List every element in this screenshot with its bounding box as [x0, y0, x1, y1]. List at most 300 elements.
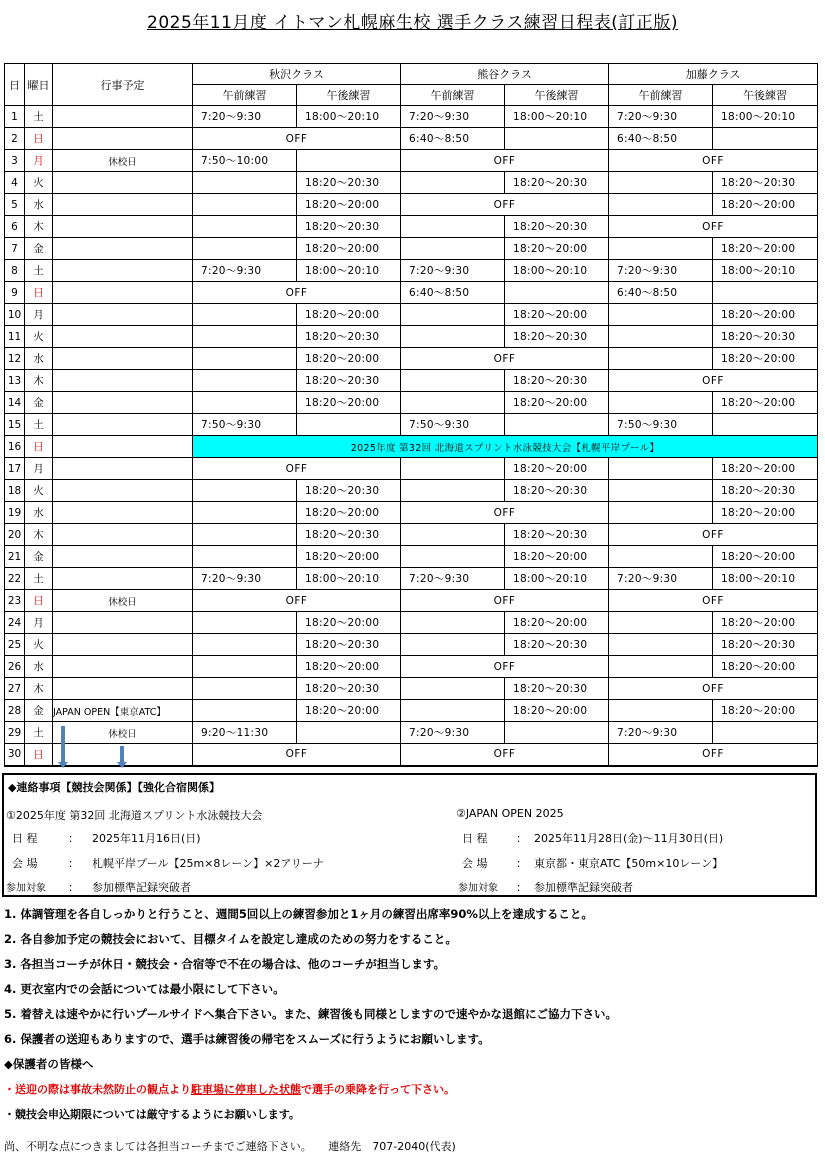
notice-heading: ◆連絡事項【競技会関係】【強化合宿関係】	[8, 781, 220, 794]
time-cell: 18:20～20:00	[297, 238, 401, 260]
weekday-cell: 土	[25, 414, 53, 436]
time-cell	[505, 722, 609, 744]
weekday-cell: 水	[25, 656, 53, 678]
off-cell: OFF	[401, 590, 609, 612]
meet1-venue: 札幌平岸プール【25m×8レーン】×2アリーナ	[92, 857, 324, 870]
day-cell: 28	[5, 700, 25, 722]
time-cell: 7:20～9:30	[401, 722, 505, 744]
day-cell: 23	[5, 590, 25, 612]
time-cell	[193, 326, 297, 348]
day-cell: 12	[5, 348, 25, 370]
time-cell	[297, 722, 401, 744]
time-cell	[609, 502, 713, 524]
time-cell	[505, 128, 609, 150]
day-cell: 15	[5, 414, 25, 436]
weekday-cell: 月	[25, 304, 53, 326]
off-cell: OFF	[193, 590, 401, 612]
day-cell: 29	[5, 722, 25, 744]
time-cell: 18:20～20:00	[713, 458, 818, 480]
day-cell: 7	[5, 238, 25, 260]
time-cell: 7:50～9:30	[193, 414, 297, 436]
event-cell	[53, 568, 193, 590]
time-cell	[713, 128, 818, 150]
time-cell	[401, 700, 505, 722]
time-cell	[193, 304, 297, 326]
time-cell	[609, 304, 713, 326]
table-row	[5, 546, 818, 568]
time-cell: 18:20～20:00	[713, 348, 818, 370]
parking-note	[4, 1081, 455, 1097]
event-cell: 休校日	[53, 722, 193, 744]
time-cell: 7:20～9:30	[193, 568, 297, 590]
time-cell: 18:20～20:30	[297, 216, 401, 238]
weekday-cell: 金	[25, 392, 53, 414]
time-cell	[505, 414, 609, 436]
weekday-cell: 木	[25, 370, 53, 392]
time-cell: 7:20～9:30	[609, 260, 713, 282]
event-cell	[53, 656, 193, 678]
table-row	[5, 458, 818, 480]
time-cell	[401, 458, 505, 480]
table-row	[5, 326, 818, 348]
event-cell	[53, 524, 193, 546]
off-cell: OFF	[193, 282, 401, 304]
time-cell	[401, 678, 505, 700]
weekday-cell: 金	[25, 546, 53, 568]
event-cell	[53, 238, 193, 260]
header-class-kumagai: 熊谷クラス	[401, 64, 609, 85]
weekday-cell: 金	[25, 700, 53, 722]
time-cell: 7:20～9:30	[193, 106, 297, 128]
time-cell: 18:20～20:00	[713, 392, 818, 414]
table-row	[5, 392, 818, 414]
weekday-cell: 水	[25, 194, 53, 216]
time-cell	[401, 612, 505, 634]
time-cell	[193, 238, 297, 260]
time-cell: 18:00～20:10	[713, 568, 818, 590]
event-cell	[53, 194, 193, 216]
table-row	[5, 590, 818, 612]
day-cell: 25	[5, 634, 25, 656]
day-cell: 27	[5, 678, 25, 700]
entry-deadline-note: ・競技会申込期限については厳守するようにお願いします。	[4, 1108, 300, 1121]
time-cell: 7:50～10:00	[193, 150, 297, 172]
off-cell: OFF	[193, 744, 401, 766]
header-event: 行事予定	[53, 64, 193, 106]
weekday-cell: 月	[25, 458, 53, 480]
table-row	[5, 568, 818, 590]
time-cell: 18:20～20:30	[297, 326, 401, 348]
colon: ：	[68, 832, 79, 845]
day-cell: 6	[5, 216, 25, 238]
header-pm: 午後練習	[505, 85, 609, 106]
day-cell: 30	[5, 744, 25, 766]
event-cell	[53, 304, 193, 326]
time-cell	[297, 150, 401, 172]
time-cell: 18:20～20:30	[713, 172, 818, 194]
time-cell: 18:20～20:30	[505, 216, 609, 238]
time-cell	[713, 414, 818, 436]
day-cell: 13	[5, 370, 25, 392]
event-cell	[53, 392, 193, 414]
time-cell	[193, 172, 297, 194]
time-cell	[609, 392, 713, 414]
event-cell	[53, 370, 193, 392]
time-cell: 18:20～20:30	[713, 480, 818, 502]
table-row	[5, 348, 818, 370]
off-cell: OFF	[609, 370, 818, 392]
time-cell: 18:20～20:00	[297, 700, 401, 722]
off-cell: OFF	[609, 590, 818, 612]
time-cell: 6:40～8:50	[609, 282, 713, 304]
time-cell: 18:20～20:00	[713, 656, 818, 678]
meet1-date-label: 日 程	[12, 832, 38, 845]
event-cell	[53, 480, 193, 502]
weekday-cell: 日	[25, 744, 53, 766]
time-cell: 7:20～9:30	[193, 260, 297, 282]
weekday-cell: 日	[25, 436, 53, 458]
table-row	[5, 414, 818, 436]
time-cell: 18:20～20:00	[505, 612, 609, 634]
weekday-cell: 月	[25, 150, 53, 172]
event-cell	[53, 172, 193, 194]
guardians-heading: ◆保護者の皆様へ	[4, 1057, 94, 1071]
off-cell: OFF	[193, 128, 401, 150]
time-cell	[609, 348, 713, 370]
time-cell: 18:00～20:10	[297, 260, 401, 282]
event-cell	[53, 678, 193, 700]
time-cell	[609, 194, 713, 216]
time-cell: 18:20～20:00	[505, 238, 609, 260]
rule-2: 2. 各自参加予定の競技会において、目標タイムを設定し達成のための努力をすること。	[4, 932, 457, 946]
time-cell: 18:20～20:00	[297, 546, 401, 568]
time-cell	[401, 216, 505, 238]
table-row	[5, 128, 818, 150]
time-cell: 18:00～20:10	[297, 568, 401, 590]
time-cell: 18:20～20:00	[297, 194, 401, 216]
time-cell: 6:40～8:50	[609, 128, 713, 150]
event-cell	[53, 436, 193, 458]
event-cell	[53, 326, 193, 348]
time-cell: 18:00～20:10	[713, 260, 818, 282]
weekday-cell: 木	[25, 216, 53, 238]
time-cell: 18:20～20:00	[297, 348, 401, 370]
time-cell: 18:20～20:30	[713, 634, 818, 656]
schedule-body	[5, 106, 818, 766]
header-am: 午前練習	[193, 85, 297, 106]
weekday-cell: 火	[25, 634, 53, 656]
day-cell: 8	[5, 260, 25, 282]
time-cell: 18:20～20:30	[505, 326, 609, 348]
parking-note-pre: ・送迎の際は事故未然防止の観点より	[4, 1083, 191, 1096]
rule-3: 3. 各担当コーチが休日・競技会・合宿等で不在の場合は、他のコーチが担当します。	[4, 957, 445, 971]
time-cell	[401, 326, 505, 348]
off-cell: OFF	[193, 458, 401, 480]
meet-banner: 2025年度 第32回 北海道スプリント水泳競技大会【札幌平岸プール】	[193, 436, 818, 458]
time-cell	[193, 524, 297, 546]
meet1-date: 2025年11月16日(日)	[92, 832, 201, 845]
meet2-target-label: 参加対象	[458, 883, 498, 894]
time-cell: 18:20～20:30	[505, 172, 609, 194]
off-cell: OFF	[609, 678, 818, 700]
day-cell: 24	[5, 612, 25, 634]
time-cell: 6:40～8:50	[401, 282, 505, 304]
day-cell: 16	[5, 436, 25, 458]
time-cell: 18:00～20:10	[505, 106, 609, 128]
table-row	[5, 502, 818, 524]
event-cell	[53, 546, 193, 568]
weekday-cell: 水	[25, 348, 53, 370]
time-cell: 18:20～20:30	[505, 480, 609, 502]
time-cell	[193, 678, 297, 700]
colon: ：	[516, 857, 527, 870]
time-cell: 18:20～20:00	[505, 546, 609, 568]
arrow-down-icon	[120, 746, 124, 762]
meet2-name: ②JAPAN OPEN 2025	[456, 807, 564, 820]
event-cell	[53, 458, 193, 480]
table-row	[5, 370, 818, 392]
day-cell: 5	[5, 194, 25, 216]
event-cell	[53, 216, 193, 238]
table-row	[5, 634, 818, 656]
off-cell: OFF	[401, 348, 609, 370]
time-cell: 7:50～9:30	[401, 414, 505, 436]
parking-note-post: で選手の乗降を行って下さい。	[301, 1083, 455, 1096]
time-cell: 18:20～20:00	[297, 612, 401, 634]
time-cell	[297, 414, 401, 436]
time-cell	[193, 194, 297, 216]
time-cell	[193, 348, 297, 370]
time-cell: 18:20～20:30	[297, 480, 401, 502]
rule-5: 5. 着替えは速やかに行いプールサイドへ集合下さい。また、練習後も同様としますので速やかな退館にご協力下さい。	[4, 1007, 617, 1021]
time-cell: 18:20～20:00	[713, 502, 818, 524]
time-cell	[193, 700, 297, 722]
header-weekday: 曜日	[25, 64, 53, 106]
event-cell: JAPAN OPEN【東京ATC】	[53, 700, 193, 722]
time-cell	[401, 370, 505, 392]
time-cell	[193, 656, 297, 678]
time-cell: 7:20～9:30	[609, 106, 713, 128]
event-cell	[53, 612, 193, 634]
event-cell	[53, 634, 193, 656]
day-cell: 2	[5, 128, 25, 150]
time-cell	[609, 326, 713, 348]
meet1-target-label: 参加対象	[6, 883, 46, 894]
time-cell: 18:20～20:30	[505, 524, 609, 546]
header-pm: 午後練習	[297, 85, 401, 106]
time-cell	[193, 216, 297, 238]
meet2-date: 2025年11月28日(金)～11月30日(日)	[534, 832, 724, 845]
time-cell: 18:20～20:00	[505, 392, 609, 414]
weekday-cell: 木	[25, 524, 53, 546]
time-cell	[401, 172, 505, 194]
weekday-cell: 日	[25, 282, 53, 304]
table-row	[5, 150, 818, 172]
colon: ：	[516, 881, 527, 894]
table-row	[5, 194, 818, 216]
notice-box	[2, 773, 817, 897]
time-cell: 18:20～20:30	[297, 678, 401, 700]
time-cell	[193, 612, 297, 634]
event-cell	[53, 260, 193, 282]
day-cell: 19	[5, 502, 25, 524]
weekday-cell: 土	[25, 106, 53, 128]
off-cell: OFF	[401, 656, 609, 678]
day-cell: 22	[5, 568, 25, 590]
weekday-cell: 日	[25, 128, 53, 150]
time-cell	[193, 502, 297, 524]
weekday-cell: 金	[25, 238, 53, 260]
time-cell: 18:20～20:30	[297, 634, 401, 656]
time-cell	[609, 480, 713, 502]
header-day: 日	[5, 64, 25, 106]
off-cell: OFF	[609, 744, 818, 766]
time-cell	[401, 392, 505, 414]
time-cell	[609, 656, 713, 678]
time-cell	[193, 546, 297, 568]
time-cell: 18:20～20:30	[713, 326, 818, 348]
weekday-cell: 月	[25, 612, 53, 634]
event-cell: 休校日	[53, 150, 193, 172]
time-cell: 9:20～11:30	[193, 722, 297, 744]
table-row	[5, 172, 818, 194]
weekday-cell: 日	[25, 590, 53, 612]
table-row	[5, 524, 818, 546]
time-cell: 7:50～9:30	[609, 414, 713, 436]
time-cell	[609, 612, 713, 634]
off-cell: OFF	[401, 150, 609, 172]
rule-1: 1. 体調管理を各自しっかりと行うこと、週間5回以上の練習参加と1ヶ月の練習出席率90%以上を達成すること。	[4, 907, 593, 921]
weekday-cell: 土	[25, 722, 53, 744]
day-cell: 14	[5, 392, 25, 414]
table-row	[5, 106, 818, 128]
header-class-akizawa: 秋沢クラス	[193, 64, 401, 85]
header-am: 午前練習	[609, 85, 713, 106]
meet1-venue-label: 会 場	[12, 857, 38, 870]
table-row	[5, 436, 818, 458]
day-cell: 26	[5, 656, 25, 678]
day-cell: 21	[5, 546, 25, 568]
time-cell: 18:20～20:00	[505, 304, 609, 326]
time-cell: 18:20～20:00	[713, 546, 818, 568]
off-cell: OFF	[401, 744, 609, 766]
time-cell	[609, 700, 713, 722]
meet2-venue: 東京都・東京ATC【50m×10レーン】	[534, 857, 724, 870]
time-cell: 18:00～20:10	[505, 260, 609, 282]
time-cell: 18:20～20:30	[505, 678, 609, 700]
time-cell: 18:20～20:00	[505, 458, 609, 480]
weekday-cell: 水	[25, 502, 53, 524]
event-cell	[53, 128, 193, 150]
time-cell	[193, 370, 297, 392]
time-cell: 18:20～20:00	[297, 502, 401, 524]
day-cell: 20	[5, 524, 25, 546]
time-cell	[609, 546, 713, 568]
table-row	[5, 282, 818, 304]
off-cell: OFF	[609, 524, 818, 546]
day-cell: 9	[5, 282, 25, 304]
time-cell	[713, 282, 818, 304]
time-cell: 18:20～20:00	[505, 700, 609, 722]
time-cell	[401, 304, 505, 326]
day-cell: 18	[5, 480, 25, 502]
table-row	[5, 260, 818, 282]
parking-note-underlined: 駐車場に停車した状態	[191, 1083, 301, 1096]
time-cell	[609, 458, 713, 480]
time-cell	[401, 480, 505, 502]
time-cell: 18:20～20:00	[713, 304, 818, 326]
time-cell: 18:20～20:30	[297, 524, 401, 546]
colon: ：	[516, 832, 527, 845]
time-cell	[193, 392, 297, 414]
meet2-target: 参加標準記録突破者	[534, 881, 633, 894]
day-cell: 1	[5, 106, 25, 128]
time-cell: 18:00～20:10	[505, 568, 609, 590]
time-cell	[401, 546, 505, 568]
arrow-down-icon	[61, 726, 65, 762]
off-cell: OFF	[609, 150, 818, 172]
weekday-cell: 土	[25, 568, 53, 590]
day-cell: 3	[5, 150, 25, 172]
colon: ：	[68, 857, 79, 870]
time-cell: 7:20～9:30	[401, 568, 505, 590]
day-cell: 11	[5, 326, 25, 348]
rule-4: 4. 更衣室内での会話については最小限にして下さい。	[4, 982, 285, 996]
colon: ：	[68, 881, 79, 894]
table-row	[5, 216, 818, 238]
meet1-target: 参加標準記録突破者	[92, 881, 191, 894]
table-row	[5, 700, 818, 722]
page-title: 2025年11月度 イトマン札幌麻生校 選手クラス練習日程表(訂正版)	[147, 13, 678, 33]
time-cell	[609, 238, 713, 260]
weekday-cell: 火	[25, 480, 53, 502]
time-cell: 7:20～9:30	[401, 260, 505, 282]
weekday-cell: 火	[25, 172, 53, 194]
time-cell	[609, 634, 713, 656]
meet2-venue-label: 会 場	[462, 857, 488, 870]
event-cell	[53, 502, 193, 524]
off-cell: OFF	[609, 216, 818, 238]
time-cell	[193, 634, 297, 656]
table-row	[5, 304, 818, 326]
weekday-cell: 木	[25, 678, 53, 700]
day-cell: 4	[5, 172, 25, 194]
time-cell	[193, 480, 297, 502]
event-cell	[53, 106, 193, 128]
time-cell	[609, 172, 713, 194]
event-cell	[53, 414, 193, 436]
weekday-cell: 土	[25, 260, 53, 282]
time-cell: 18:20～20:00	[713, 700, 818, 722]
time-cell: 6:40～8:50	[401, 128, 505, 150]
day-cell: 17	[5, 458, 25, 480]
time-cell: 18:20～20:30	[297, 370, 401, 392]
table-row	[5, 612, 818, 634]
time-cell: 18:20～20:30	[505, 634, 609, 656]
time-cell: 18:20～20:00	[713, 194, 818, 216]
header-am: 午前練習	[401, 85, 505, 106]
time-cell	[401, 238, 505, 260]
table-row	[5, 722, 818, 744]
event-cell: 休校日	[53, 590, 193, 612]
time-cell: 18:20～20:00	[297, 392, 401, 414]
table-row	[5, 656, 818, 678]
time-cell: 18:20～20:30	[505, 370, 609, 392]
meet2-date-label: 日 程	[462, 832, 488, 845]
time-cell	[401, 524, 505, 546]
off-cell: OFF	[401, 194, 609, 216]
contact-line: 尚、不明な点につきましては各担当コーチまでご連絡下さい。 連絡先 707-2040(代表)	[4, 1140, 456, 1153]
